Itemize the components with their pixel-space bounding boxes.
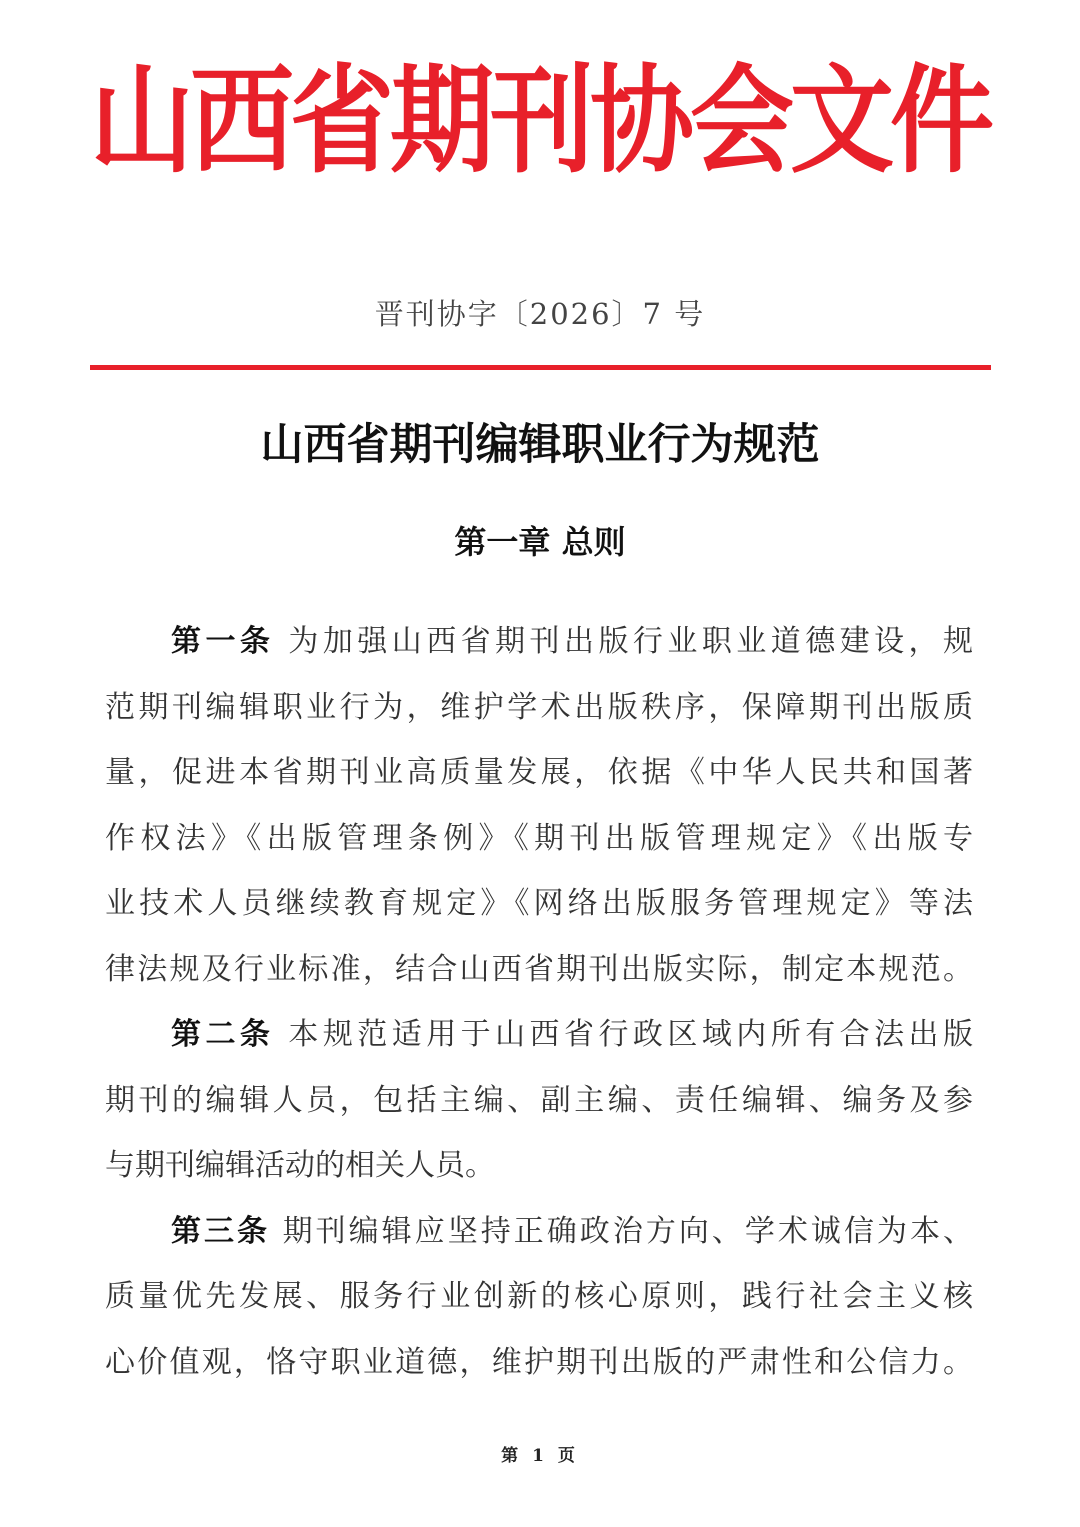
masthead-title: 山西省期刊协会文件 [89,52,990,190]
article-text: 期刊编辑应坚持正确政治方向、学术诚信为本、 [282,1213,973,1249]
article-label: 第三条 [171,1213,271,1249]
paragraph-line [105,609,973,675]
chapter-heading: 第一章 总则 [454,523,626,561]
red-divider [90,365,991,370]
paragraph-line: 心价值观，恪守职业道德，维护期刊出版的严肃性和公信力。 [105,1344,973,1380]
paragraph-line [105,1199,973,1265]
paragraph-line: 期刊的编辑人员，包括主编、副主编、责任编辑、编务及参 [105,1082,973,1118]
article-label: 第一条 [171,624,275,659]
document-title: 山西省期刊编辑职业行为规范 [260,420,820,470]
article-text: 本规范适用于山西省行政区域内所有合法出版 [288,1017,973,1052]
paragraph-line: 量，促进本省期刊业高质量发展，依据《中华人民共和国著 [105,755,973,790]
paragraph-line: 范期刊编辑职业行为，维护学术出版秩序，保障期刊出版质 [105,689,973,725]
paragraph-line: 质量优先发展、服务行业创新的核心原则，践行社会主义核 [105,1279,973,1314]
body-text [105,609,973,1395]
page-number: 第 1 页 [501,1446,579,1466]
article-label: 第二条 [171,1017,275,1052]
paragraph-line [105,1002,973,1068]
paragraph-line: 律法规及行业标准，结合山西省期刊出版实际，制定本规范。 [105,951,973,987]
document-number: 晋刊协字〔2026〕7 号 [374,297,706,331]
article-text: 为加强山西省期刊出版行业职业道德建设，规 [288,624,973,659]
paragraph-line: 与期刊编辑活动的相关人员。 [105,1148,495,1183]
paragraph-line: 作权法》《出版管理条例》《期刊出版管理规定》《出版专 [105,820,973,856]
paragraph-line: 业技术人员继续教育规定》《网络出版服务管理规定》等法 [105,886,973,921]
